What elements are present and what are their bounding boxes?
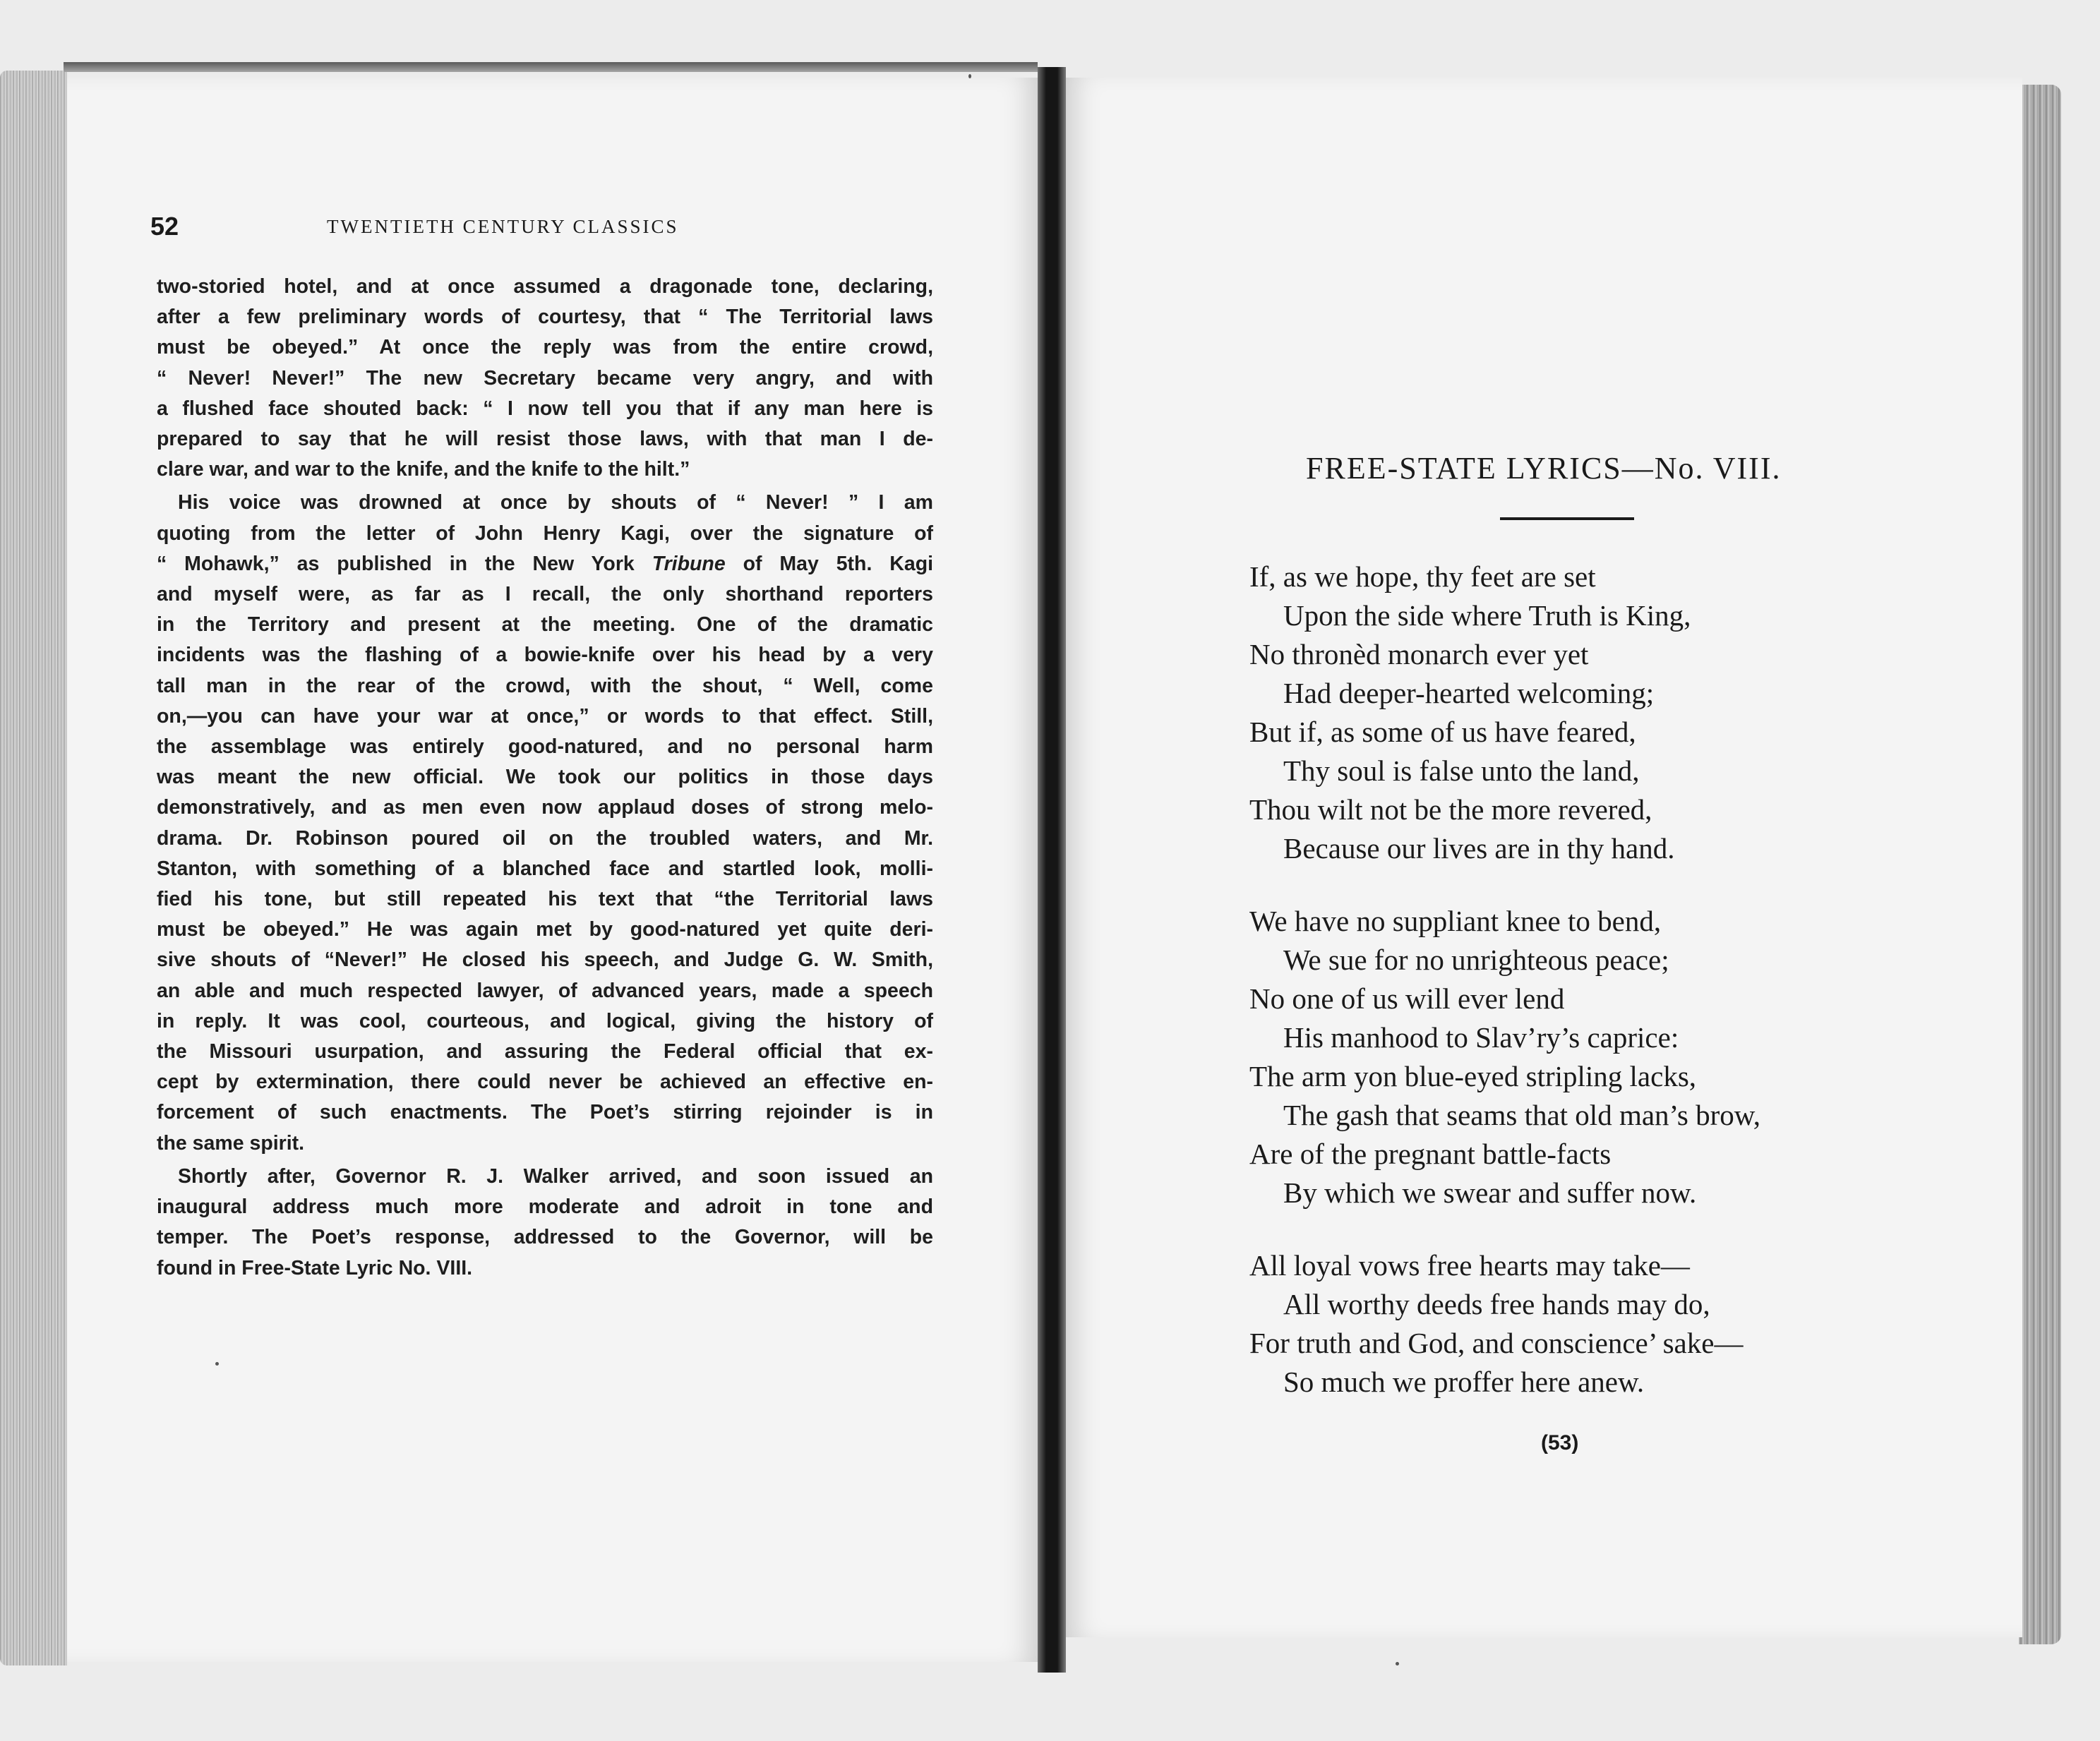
text-line: inaugural address much more moderate and adroit in tone and xyxy=(157,1195,933,1219)
poem-line: But if, as some of us have feared, xyxy=(1249,716,1636,748)
text-line: tall man in the rear of the crowd, with the shout, “ Well, come xyxy=(157,674,933,697)
text-line: and myself were, as far as I recall, the only shorthand reporters xyxy=(157,583,933,606)
scan-speck xyxy=(215,1362,219,1366)
poem-line: The gash that seams that old man’s brow, xyxy=(1283,1099,1760,1131)
left-page-header xyxy=(150,212,934,243)
poem-line: Because our lives are in thy hand. xyxy=(1283,832,1675,865)
text-line xyxy=(157,549,933,579)
text-line: found in Free-State Lyric No. VIII. xyxy=(157,1256,473,1279)
page-number-left: 52 xyxy=(150,212,179,241)
text-line: His voice was drowned at once by shouts of “ Never! ” I am xyxy=(178,491,933,514)
poem-line: Thy soul is false unto the land, xyxy=(1283,754,1640,787)
text-segment: “ Mohawk,” as published in the New York xyxy=(157,552,635,575)
scan-speck xyxy=(1396,1662,1399,1665)
left-page-body xyxy=(157,272,933,1284)
poem-line: By which we swear and suffer now. xyxy=(1283,1176,1697,1209)
text-line: Stanton, with something of a blanched face and startled look, molli- xyxy=(157,857,933,880)
text-line: incidents was the flashing of a bowie-knife over his head by a very xyxy=(157,644,933,667)
text-segment: of May 5th. Kagi xyxy=(743,552,934,575)
text-line: must be obeyed.” At once the reply was from the entire crowd, xyxy=(157,336,933,359)
poem-line: His manhood to Slav’ry’s caprice: xyxy=(1283,1021,1679,1054)
paragraph-1 xyxy=(157,272,933,485)
text-line: the Missouri usurpation, and assuring the Federal official that ex- xyxy=(157,1040,933,1064)
poem-line: For truth and God, and conscience’ sake— xyxy=(1249,1327,1744,1359)
poem-line: If, as we hope, thy feet are set xyxy=(1249,560,1596,593)
stanza-1 xyxy=(1249,558,2012,868)
text-line: Shortly after, Governor R. J. Walker arrived, and soon issued an xyxy=(178,1164,933,1188)
page-edges-left xyxy=(0,71,67,1665)
text-line: “ Never! Never!” The new Secretary became very angry, and with xyxy=(157,366,933,390)
poem-line: Upon the side where Truth is King, xyxy=(1283,599,1691,632)
paragraph-3 xyxy=(157,1162,933,1284)
text-line: in reply. It was cool, courteous, and logical, giving the history of xyxy=(157,1009,933,1032)
poem-line: The arm yon blue-eyed stripling lacks, xyxy=(1249,1060,1697,1092)
poem-line: We have no suppliant knee to bend, xyxy=(1249,905,1662,937)
poem-body xyxy=(1249,558,2012,1402)
poem-line: Had deeper-hearted welcoming; xyxy=(1283,677,1655,709)
text-line: fied his tone, but still repeated his text that “the Territorial laws xyxy=(157,888,933,911)
stanza-2 xyxy=(1249,902,2012,1212)
text-line: in the Territory and present at the meeting. One of the dramatic xyxy=(157,613,933,637)
text-line: two-storied hotel, and at once assumed a dragonade tone, declaring, xyxy=(157,275,933,298)
paragraph-2 xyxy=(157,488,933,1158)
text-line: quoting from the letter of John Henry Kagi, over the signature of xyxy=(157,522,933,545)
top-edge-shadow xyxy=(64,62,1038,72)
poem-line: No thronèd monarch ever yet xyxy=(1249,638,1589,670)
text-line: an able and much respected lawyer, of advanced years, made a speech xyxy=(157,979,933,1002)
book-gutter xyxy=(1038,67,1066,1673)
text-line: drama. Dr. Robinson poured oil on the troubled waters, and Mr. xyxy=(157,826,933,850)
page-number-right: (53) xyxy=(1541,1431,1579,1454)
text-line: must be obeyed.” He was again met by good-natured yet quite deri- xyxy=(157,918,933,941)
poem-title: FREE-STATE LYRICS—No. VIII. xyxy=(1306,451,1782,486)
text-line: temper. The Poet’s response, addressed to the Governor, will be xyxy=(157,1226,933,1249)
poem-line: Thou wilt not be the more revered, xyxy=(1249,793,1652,826)
text-line: a flushed face shouted back: “ I now tell you that if any man here is xyxy=(157,397,933,420)
text-line: was meant the new official. We took our politics in those days xyxy=(157,766,933,789)
stanza-3 xyxy=(1249,1246,2012,1402)
page-edges-right xyxy=(2019,85,2061,1644)
text-line: clare war, and war to the knife, and the knife to the hilt.” xyxy=(157,458,690,481)
text-line: demonstratively, and as men even now applaud doses of strong melo- xyxy=(157,796,933,819)
text-line: forcement of such enactments. The Poet’s stirring rejoinder is in xyxy=(157,1101,933,1124)
text-line: after a few preliminary words of courtesy, that “ The Territorial laws xyxy=(157,306,933,329)
text-line: the assemblage was entirely good-natured, and no personal harm xyxy=(157,735,933,759)
scan-speck xyxy=(968,74,971,78)
title-rule xyxy=(1500,517,1634,520)
text-line: the same spirit. xyxy=(157,1131,305,1155)
text-line: sive shouts of “Never!” He closed his speech, and Judge G. W. Smith, xyxy=(157,948,933,972)
text-line: cept by extermination, there could never be achieved an effective en- xyxy=(157,1071,933,1094)
poem-line: Are of the pregnant battle-facts xyxy=(1249,1138,1612,1170)
running-head: TWENTIETH CENTURY CLASSICS xyxy=(327,216,679,237)
poem-line: No one of us will ever lend xyxy=(1249,982,1565,1015)
poem-line: All loyal vows free hearts may take— xyxy=(1249,1249,1690,1282)
text-line: prepared to say that he will resist those laws, with that man I de- xyxy=(157,428,933,451)
poem-line: All worthy deeds free hands may do, xyxy=(1283,1288,1710,1320)
poem-line: So much we proffer here anew. xyxy=(1283,1366,1645,1398)
newspaper-title: Tribune xyxy=(652,552,726,575)
poem-line: We sue for no unrighteous peace; xyxy=(1283,944,1669,976)
text-line: on,—you can have your war at once,” or words to that effect. Still, xyxy=(157,704,933,728)
